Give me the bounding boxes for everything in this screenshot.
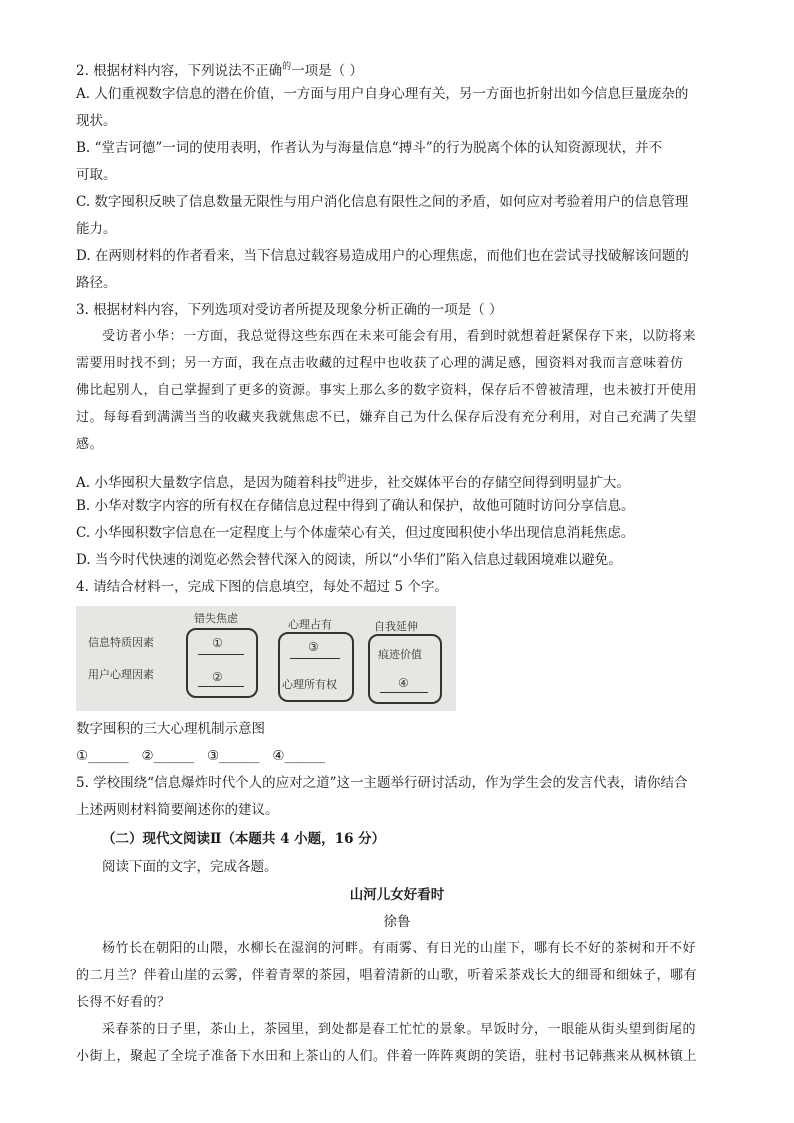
q2-option-c-line1: C. 数字囤积反映了信息数量无限性与用户消化信息有限性之间的矛盾，如何应对考验着用户的信息管理 <box>76 194 689 210</box>
q3-option-b: B. 小华对数字内容的所有权在存储信息过程中得到了确认和保护，故他可随时访问分享信息。 <box>76 498 635 514</box>
q2-option-c-line2: 能力。 <box>76 221 117 237</box>
q3-passage-line2: 需要用时找不到；另一方面，我在点击收藏的过程中也收获了心理的满足感，囤资料对我而言意味着仿 <box>76 356 684 371</box>
blank-marker-2: ② <box>212 670 223 684</box>
q3-passage-line4: 过。每每看到满满当当的收藏夹我就焦虑不已，嫌弃自己为什么保存后没有充分利用，对自己充满了失望 <box>76 410 698 425</box>
q4-figure-caption: 数字囤积的三大心理机制示意图 <box>76 721 265 737</box>
blank-marker-1: ① <box>212 636 223 650</box>
q3-passage-line3: 佛比起别人，自己掌握到了更多的资源。事实上那么多的数字资料，保存后不曾被清理，也未被打开使用 <box>76 383 698 398</box>
q3-stem: 3. 根据材料内容，下列选项对受访者所提及现象分析正确的一项是（ ） <box>76 302 503 318</box>
q4-diagram-photo <box>76 606 456 711</box>
box-text-ownership: 心理所有权 <box>282 678 337 691</box>
col-label-possession: 心理占有 <box>288 618 332 631</box>
body-p1-line3: 长得不好看的？ <box>76 995 171 1010</box>
q2-option-b-line1: B. “堂吉诃德”一词的使用表明，作者认为与海量信息“搏斗”的行为脱离个体的认知资源现状，并不 <box>76 140 663 156</box>
box-text-trace-value: 痕迹价值 <box>378 648 422 661</box>
diagram-box-3 <box>368 634 442 704</box>
row-label-info-traits: 信息特质因素 <box>88 636 154 649</box>
q5-stem-line2: 上述两则材料简要阐述你的建议。 <box>76 802 279 818</box>
q3-passage-line1: 受访者小华：一方面，我总觉得这些东西在未来可能会有用，看到时就想着赶紧保存下来，以防将来 <box>102 329 697 344</box>
blank-line-4 <box>380 692 428 693</box>
q2-option-a-line1: A. 人们重视数字信息的潜在价值，一方面与用户自身心理有关，另一方面也折射出如今信息巨量庞杂的 <box>76 86 689 102</box>
row-label-user-psych: 用户心理因素 <box>88 668 154 681</box>
blank-line-3 <box>290 658 340 659</box>
q2-option-b-line2: 可取。 <box>76 167 117 183</box>
q2-option-d-line2: 路径。 <box>76 275 117 291</box>
blank-marker-3: ③ <box>308 640 319 654</box>
passage-author: 徐鲁 <box>383 914 411 930</box>
q3-option-d: D. 当今时代快速的浏览必然会替代深入的阅读，所以“小华们”陷入信息过载困境难以避免。 <box>76 552 622 568</box>
blank-line-1 <box>198 654 244 655</box>
q2-option-a-line2: 现状。 <box>76 113 117 129</box>
col-label-fomo: 错失焦虑 <box>194 612 238 625</box>
q3-passage-line5: 感。 <box>76 437 104 452</box>
col-label-extension: 自我延伸 <box>374 620 418 633</box>
q3-option-a: A. 小华囤积大量数字信息，是因为随着科技$^的$进步，社交媒体平台的存储空间得到明显扩大。 <box>76 474 630 491</box>
section-instruction: 阅读下面的文字，完成各题。 <box>102 859 278 875</box>
blank-marker-4: ④ <box>398 676 409 690</box>
passage-title: 山河儿女好看时 <box>349 887 445 903</box>
q4-stem: 4. 请结合材料一，完成下图的信息填空，每处不超过 5 个字。 <box>76 579 448 595</box>
body-p1-line1: 杨竹长在朝阳的山隈，水柳长在湿润的河畔。有雨雾、有日光的山崖下，哪有长不好的茶树和开不好 <box>102 941 697 956</box>
body-p1-line2: 的二月兰？伴着山崖的云雾，伴着青翠的茶园，唱着清新的山歌，听着采茶戏长大的细哥和细妹子，哪有 <box>76 968 698 983</box>
q3-option-c: C. 小华囤积数字信息在一定程度上与个体虚荣心有关，但过度囤积使小华出现信息消耗焦虑。 <box>76 525 635 541</box>
section-heading: （二）现代文阅读Ⅱ（本题共 4 小题，16 分） <box>102 831 386 847</box>
q2-stem: 2. 根据材料内容，下列说法不正确$^的$一项是（ ） <box>76 62 363 79</box>
body-p2-line1: 采春茶的日子里，茶山上，茶园里，到处都是春工忙忙的景象。早饭时分，一眼能从街头望到街尾的 <box>102 1022 697 1037</box>
blank-line-2 <box>198 686 244 687</box>
q4-answer-blanks: ①______ ②______ ③______ ④______ <box>76 748 326 764</box>
q5-stem-line1: 5. 学校围绕“信息爆炸时代个人的应对之道”这一主题举行研讨活动，作为学生会的发言代表，请你结合 <box>76 775 688 791</box>
body-p2-line2: 小街上，聚起了全垸子准备下水田和上茶山的人们。伴着一阵阵爽朗的笑语，驻村书记韩燕来从枫林镇上 <box>76 1049 698 1064</box>
q2-option-d-line1: D. 在两则材料的作者看来，当下信息过载容易造成用户的心理焦虑，而他们也在尝试寻找破解该问题的 <box>76 248 689 264</box>
